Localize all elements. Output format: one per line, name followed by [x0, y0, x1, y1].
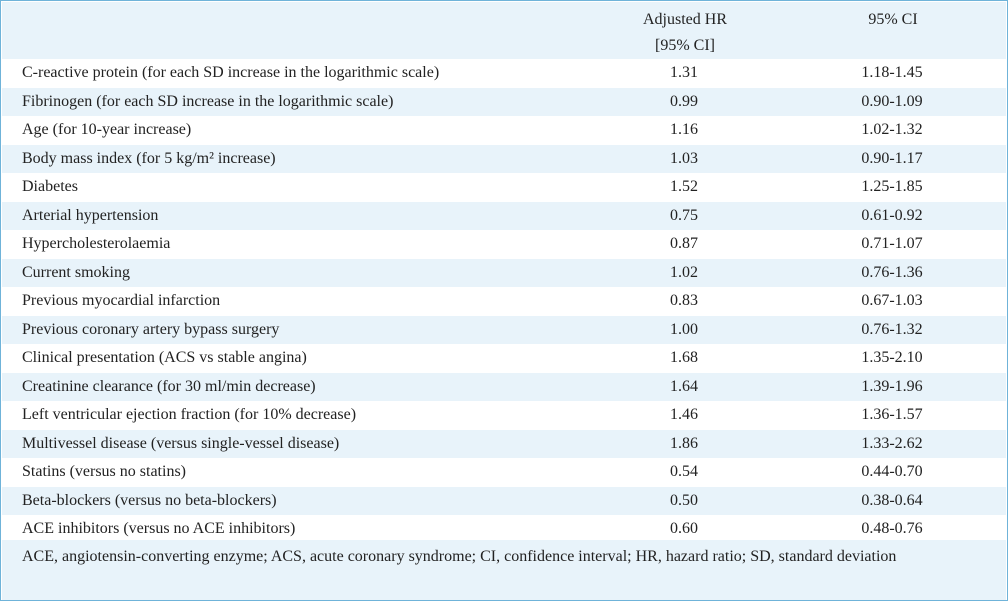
cell-variable: Multivessel disease (versus single-vessel disease) [22, 434, 340, 452]
cell-variable: Body mass index (for 5 kg/m² increase) [22, 149, 276, 167]
cell-adjusted-hr: 0.50 [670, 491, 698, 509]
table-row [2, 173, 1006, 202]
cell-95-ci: 1.35-2.10 [861, 349, 923, 366]
cell-adjusted-hr: 0.60 [670, 520, 698, 537]
cell-95-ci: 0.90-1.09 [861, 92, 923, 110]
cell-variable: ACE inhibitors (versus no ACE inhibitors) [22, 520, 296, 537]
table-row [2, 316, 1006, 345]
cell-adjusted-hr: 1.16 [670, 121, 698, 138]
table-row [2, 202, 1006, 231]
table-row [2, 487, 1006, 516]
cell-95-ci: 0.76-1.36 [861, 263, 923, 281]
cell-adjusted-hr: 1.46 [670, 406, 698, 423]
table-row [2, 88, 1006, 117]
column-header-adjusted-hr [585, 7, 785, 59]
table-row [2, 230, 1006, 259]
table-row [2, 116, 1006, 145]
column-header-hr-line1: Adjusted HR [643, 11, 727, 28]
cell-variable: Diabetes [22, 178, 78, 195]
cell-95-ci: 0.90-1.17 [861, 149, 923, 167]
cell-variable: Fibrinogen (for each SD increase in the logarithmic scale) [22, 92, 394, 110]
table-row [2, 287, 1006, 316]
table-row [2, 458, 1006, 487]
cell-variable: Statins (versus no statins) [22, 463, 186, 480]
cell-variable: C-reactive protein (for each SD increase in the logarithmic scale) [22, 64, 440, 81]
column-header-95-ci: 95% CI [868, 11, 918, 28]
cell-adjusted-hr: 1.52 [670, 178, 698, 195]
footnote-text: ACE, angiotensin-converting enzyme; ACS, acute coronary syndrome; CI, confidence interval; HR, hazard ratio; SD, standard deviation [22, 548, 897, 565]
cell-95-ci: 1.36-1.57 [861, 406, 923, 423]
table-footnote [2, 540, 1006, 600]
cell-adjusted-hr: 1.86 [670, 434, 698, 452]
cell-variable: Clinical presentation (ACS vs stable angina) [22, 349, 307, 366]
cell-adjusted-hr: 0.87 [670, 235, 698, 252]
cell-95-ci: 0.48-0.76 [861, 520, 923, 537]
cell-adjusted-hr: 0.99 [670, 92, 698, 110]
table-row [2, 344, 1006, 373]
cell-95-ci: 1.39-1.96 [861, 377, 923, 395]
cell-adjusted-hr: 1.00 [670, 320, 698, 338]
cell-variable: Hypercholesterolaemia [22, 235, 171, 252]
cell-95-ci: 0.76-1.32 [861, 320, 923, 338]
cell-adjusted-hr: 0.83 [670, 292, 698, 309]
cell-adjusted-hr: 0.75 [670, 206, 698, 224]
cell-95-ci: 0.44-0.70 [861, 463, 923, 480]
cell-95-ci: 1.02-1.32 [861, 121, 923, 138]
table-row [2, 59, 1006, 88]
cell-95-ci: 1.25-1.85 [861, 178, 923, 195]
cell-95-ci: 0.38-0.64 [861, 491, 923, 509]
cell-95-ci: 0.61-0.92 [861, 206, 923, 224]
cell-adjusted-hr: 1.03 [670, 149, 698, 167]
cell-variable: Age (for 10-year increase) [22, 121, 192, 138]
cell-variable: Creatinine clearance (for 30 ml/min decrease) [22, 377, 316, 395]
cell-adjusted-hr: 1.02 [670, 263, 698, 281]
cell-adjusted-hr: 0.54 [670, 463, 698, 480]
cell-95-ci: 1.18-1.45 [861, 64, 923, 81]
cell-95-ci: 0.71-1.07 [861, 235, 923, 252]
cell-variable: Beta-blockers (versus no beta-blockers) [22, 491, 277, 509]
table-row [2, 145, 1006, 174]
table-row [2, 401, 1006, 430]
cell-variable: Previous coronary artery bypass surgery [22, 320, 280, 338]
cell-adjusted-hr: 1.64 [670, 377, 698, 395]
cell-adjusted-hr: 1.31 [670, 64, 698, 81]
cell-variable: Left ventricular ejection fraction (for 10% decrease) [22, 406, 357, 423]
cell-variable: Arterial hypertension [22, 206, 159, 224]
cell-95-ci: 0.67-1.03 [861, 292, 923, 309]
table-header [2, 2, 1006, 59]
cell-95-ci: 1.33-2.62 [861, 434, 923, 452]
table-row [2, 373, 1006, 402]
cell-variable: Current smoking [22, 263, 130, 281]
table-row [2, 430, 1006, 459]
cell-variable: Previous myocardial infarction [22, 292, 221, 309]
column-header-hr-line2: [95% CI] [655, 37, 715, 54]
table-body [2, 59, 1006, 544]
table-row [2, 259, 1006, 288]
cell-adjusted-hr: 1.68 [670, 349, 698, 366]
